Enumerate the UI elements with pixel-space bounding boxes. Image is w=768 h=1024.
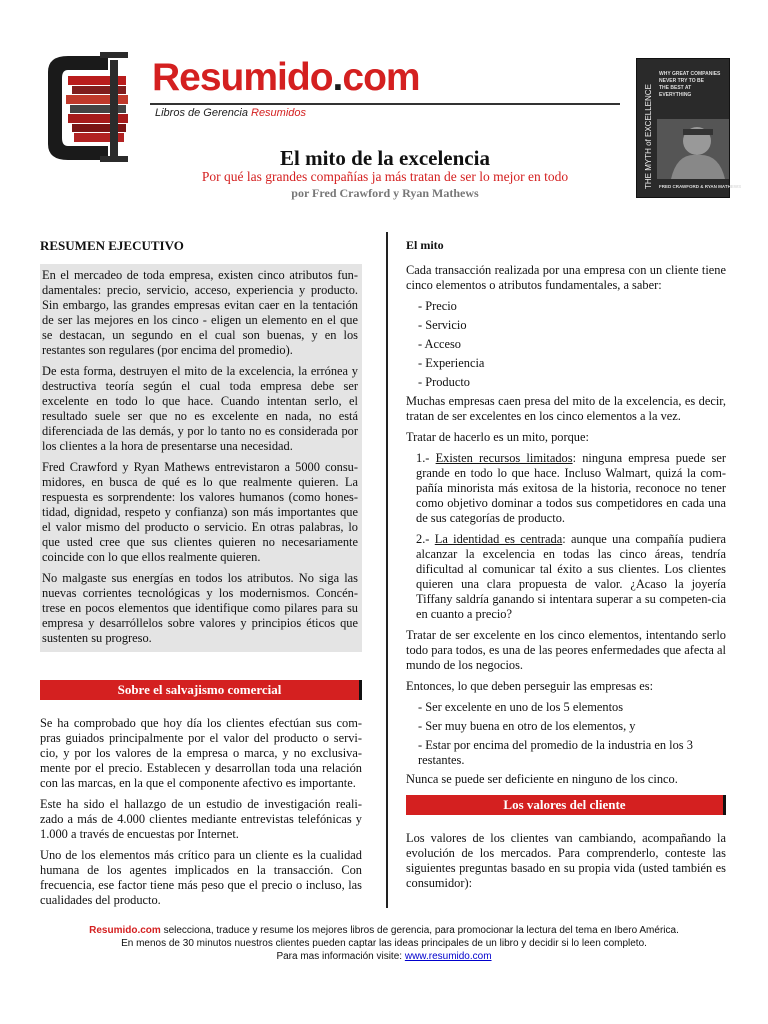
tagline: [155, 107, 306, 119]
list-item: - Estar por encima del promedio de la industria en los 3 restantes.: [418, 738, 693, 767]
cover-spine: [641, 65, 655, 193]
list-item: - Precio: [418, 299, 457, 313]
body-paragraph: Tratar de ser excelente en los cinco elementos, intentando serlo todo para todos, es una de las peores enfermedades que afecta al mundo de los negocios.: [406, 628, 726, 672]
body-paragraph: Nunca se puede ser deficiente en ninguno de los cinco.: [406, 772, 678, 786]
reason-2-label: La identidad es centrada: [434, 532, 563, 546]
myth-heading: El mito: [406, 238, 444, 252]
right-column: [406, 232, 726, 897]
tagline-prefix: Libros de Gerencia: [155, 107, 251, 119]
attributes-list: [418, 299, 726, 390]
list-item: - Producto: [418, 375, 470, 389]
footer-brand: Resumido.com: [89, 925, 161, 936]
list-item: - Ser muy buena en otro de los elementos, y: [418, 719, 636, 733]
reason-1-number: 1.-: [416, 451, 436, 465]
footer-line-1-text: selecciona, traduce y resume los mejores libros de gerencia, para promocionar la lectura del tema en Ibero América.: [160, 925, 679, 936]
book-cover-image: [636, 58, 742, 198]
book-byline: por Fred Crawford y Ryan Mathews: [291, 186, 479, 200]
section-bar-salvajismo: Sobre el salvajismo comercial: [40, 680, 362, 700]
footer-line-2: En menos de 30 minutos nuestros clientes pueden captar las ideas principales de un libro y decidir si lo leen completo.: [121, 938, 647, 949]
footer-line-3-text: Para mas información visite:: [276, 951, 405, 962]
reason-2: [416, 532, 726, 622]
body-paragraph: Entonces, lo que deben perseguir las empresas es:: [406, 679, 654, 693]
reason-1: [416, 451, 726, 526]
body-paragraph: Tratar de hacerlo es un mito, porque:: [406, 430, 589, 444]
list-item: - Ser excelente en uno de los 5 elementos: [418, 700, 624, 714]
brand-dot: .: [332, 56, 343, 99]
book-title: El mito de la excelencia: [280, 146, 490, 170]
body-paragraph: Se ha comprobado que hoy día los clientes efectúan sus com-pras guiados principalmente por el valor del producto o servi-cio, y por los valores de la empresa o marca, y no exclusiva-mente por el precio. Establecen y desarrollan toda una relación con las marcas, en la que el componente afectivo es importante.: [40, 716, 362, 790]
list-item: - Acceso: [418, 337, 462, 351]
cover-photo: [657, 119, 729, 179]
list-item: - Experiencia: [418, 356, 485, 370]
body-paragraph: Uno de los elementos más crítico para un cliente es la cualidad humana de los agentes implicados en la transacción. Con frecuencia, ese factor tiene más peso que el precio o incluso, las cualidades del producto.: [40, 848, 362, 907]
brand-logo-text: [152, 58, 420, 97]
column-divider: [386, 232, 388, 908]
clamp-books-logo: [38, 52, 146, 164]
cover-authors: FRED CRAWFORD & RYAN MATHEWS: [659, 184, 742, 189]
summary-paragraph: No malgaste sus energías en todos los atributos. No siga las nuevas corrientes tecnológicas y los modernismos. Concén-trese en pocos elementos que identifique como pilares para su empresa y desarróllelos sobre valores y principios éticos que sustenten su progreso.: [42, 571, 358, 645]
tagline-suffix: Resumidos: [251, 107, 307, 119]
header-rule: [150, 103, 620, 105]
summary-box: [40, 264, 362, 652]
footer-website-link[interactable]: www.resumido.com: [404, 951, 492, 962]
footer-line-3: [0, 950, 768, 963]
goals-list: [418, 700, 726, 768]
brand-tld: com: [342, 56, 420, 99]
cover-spine-text: THE MYTH of EXCELLENCE: [644, 84, 653, 189]
reason-1-text: : ninguna empresa puede ser grande en todo lo que hace. Incluso Walmart, quizá la com-pañía minorista más exitosa de la historia, reconoce no tener como objetivo dominar a todos sus competidores en cada una de sus categorías de producto.: [416, 451, 726, 525]
reason-1-label: Existen recursos limitados: [435, 451, 573, 465]
body-paragraph: Este ha sido el hallazgo de un estudio de investigación reali-zado a más de 4.000 clientes mediante entrevistas telefónicas y 1.000 a través de encuestas por Internet.: [40, 797, 362, 841]
summary-paragraph: De esta forma, destruyen el mito de la excelencia, la errónea y destructiva teoría según el cual toda empresa debe ser excelente en todo lo que hace. Cuando intentan serlo, el resultado suele ser que no es excelente en nada, no está diferenciada de las demás, y por lo tanto no es considerada por los clientes a la hora de presentarse una necesidad.: [42, 364, 358, 453]
body-paragraph: Los valores de los clientes van cambiando, acompañando la evolución de los mercados. Para comprenderlo, conteste las siguientes preguntas basado en su propia vida (usted también es consumidor):: [406, 831, 726, 890]
summary-paragraph: En el mercadeo de toda empresa, existen cinco atributos fun-damentales: precio, servicio, acceso, experiencia y producto. Sin embargo, las grandes empresas evitan caer en la tentación de ser las mejores en los cinco - eligen un elemento en el que se destacan, un segundo en el cual son buenas, y en los restantes son regulares (por encima del promedio).: [42, 268, 358, 357]
brand-name: Resumido: [152, 56, 333, 99]
reason-2-text: : aunque una compañía pudiera alcanzar la excelencia en todas las cinco áreas, tendría dificultad al comunicar tal éxito a sus clientes. Los clientes quieren una clara propuesta de valor. ¿Acaso la joyería Tiffany saldría ganando si intentara superar a su competen-cia en cuanto a precio?: [416, 532, 727, 621]
summary-heading: RESUMEN EJECUTIVO: [40, 238, 184, 253]
body-paragraph: Muchas empresas caen presa del mito de la excelencia, es decir, tratan de ser excelentes en los cinco elementos a la vez.: [406, 394, 726, 423]
reason-2-number: 2.-: [416, 532, 435, 546]
cover-blurb: WHY GREAT COMPANIES NEVER TRY TO BE THE BEST AT EVERYTHING: [659, 71, 721, 98]
summary-paragraph: Fred Crawford y Ryan Mathews entrevistaron a 5000 consu-midores, en busca de qué es lo que realmente quieren. La respuesta es sorprendente: los valores humanos (como hones-tidad, dignidad, respeto y confianza) son más importantes que el valor mismo del producto o servicio. En otras palabras, lo que usted cree que sus clientes quieren no necesariamente coincide con lo que ellos realmente quieren.: [42, 460, 358, 564]
body-paragraph: Cada transacción realizada por una empresa con un cliente tiene cinco elementos o atributos fundamentales, a saber:: [406, 263, 726, 292]
left-column: [40, 232, 362, 914]
footer: [0, 924, 768, 963]
footer-line-1: [0, 924, 768, 937]
section-bar-valores: Los valores del cliente: [406, 795, 726, 815]
list-item: - Servicio: [418, 318, 467, 332]
book-subtitle: Por qué las grandes compañías ja más tratan de ser lo mejor en todo: [201, 169, 569, 184]
